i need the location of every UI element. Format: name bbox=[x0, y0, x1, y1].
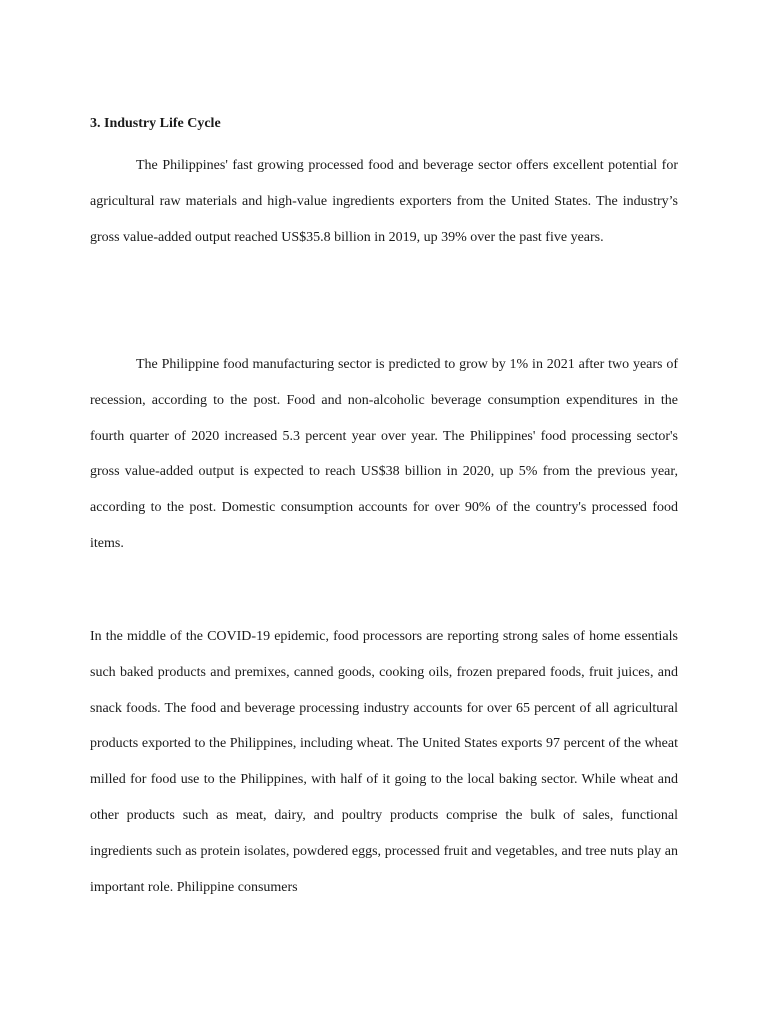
paragraph-2: The Philippine food manufacturing sector is predicted to grow by 1% in 2021 after two years of recession, according to the post. Food and non-alcoholic beverage consumption expenditures in the fourth quarter of 2020 increased 5.3 percent year over year. The Philippines' food processing sector's gross value-added output is expected to reach US$38 billion in 2020, up 5% from the previous year, according to the post. Domestic consumption accounts for over 90% of the country's processed food items. bbox=[90, 357, 678, 551]
paragraph-1: The Philippines' fast growing processed food and beverage sector offers excellent potential for agricultural raw materials and high-value ingredients exporters from the United States. The industry’s gross value-added output reached US$35.8 billion in 2019, up 39% over the past five years. bbox=[90, 158, 678, 245]
section-heading: 3. Industry Life Cycle bbox=[90, 116, 221, 131]
paragraph-3: In the middle of the COVID-19 epidemic, food processors are reporting strong sales of home essentials such baked products and premixes, canned goods, cooking oils, frozen prepared foods, fruit juices, and snack foods. The food and beverage processing industry accounts for over 65 percent of all agricultural products exported to the Philippines, including wheat. The United States exports 97 percent of the wheat milled for food use to the Philippines, with half of it going to the local baking sector. While wheat and other products such as meat, dairy, and poultry products comprise the bulk of sales, functional ingredients such as protein isolates, powdered eggs, processed fruit and vegetables, and tree nuts play an important role. Philippine consumers bbox=[90, 629, 678, 895]
